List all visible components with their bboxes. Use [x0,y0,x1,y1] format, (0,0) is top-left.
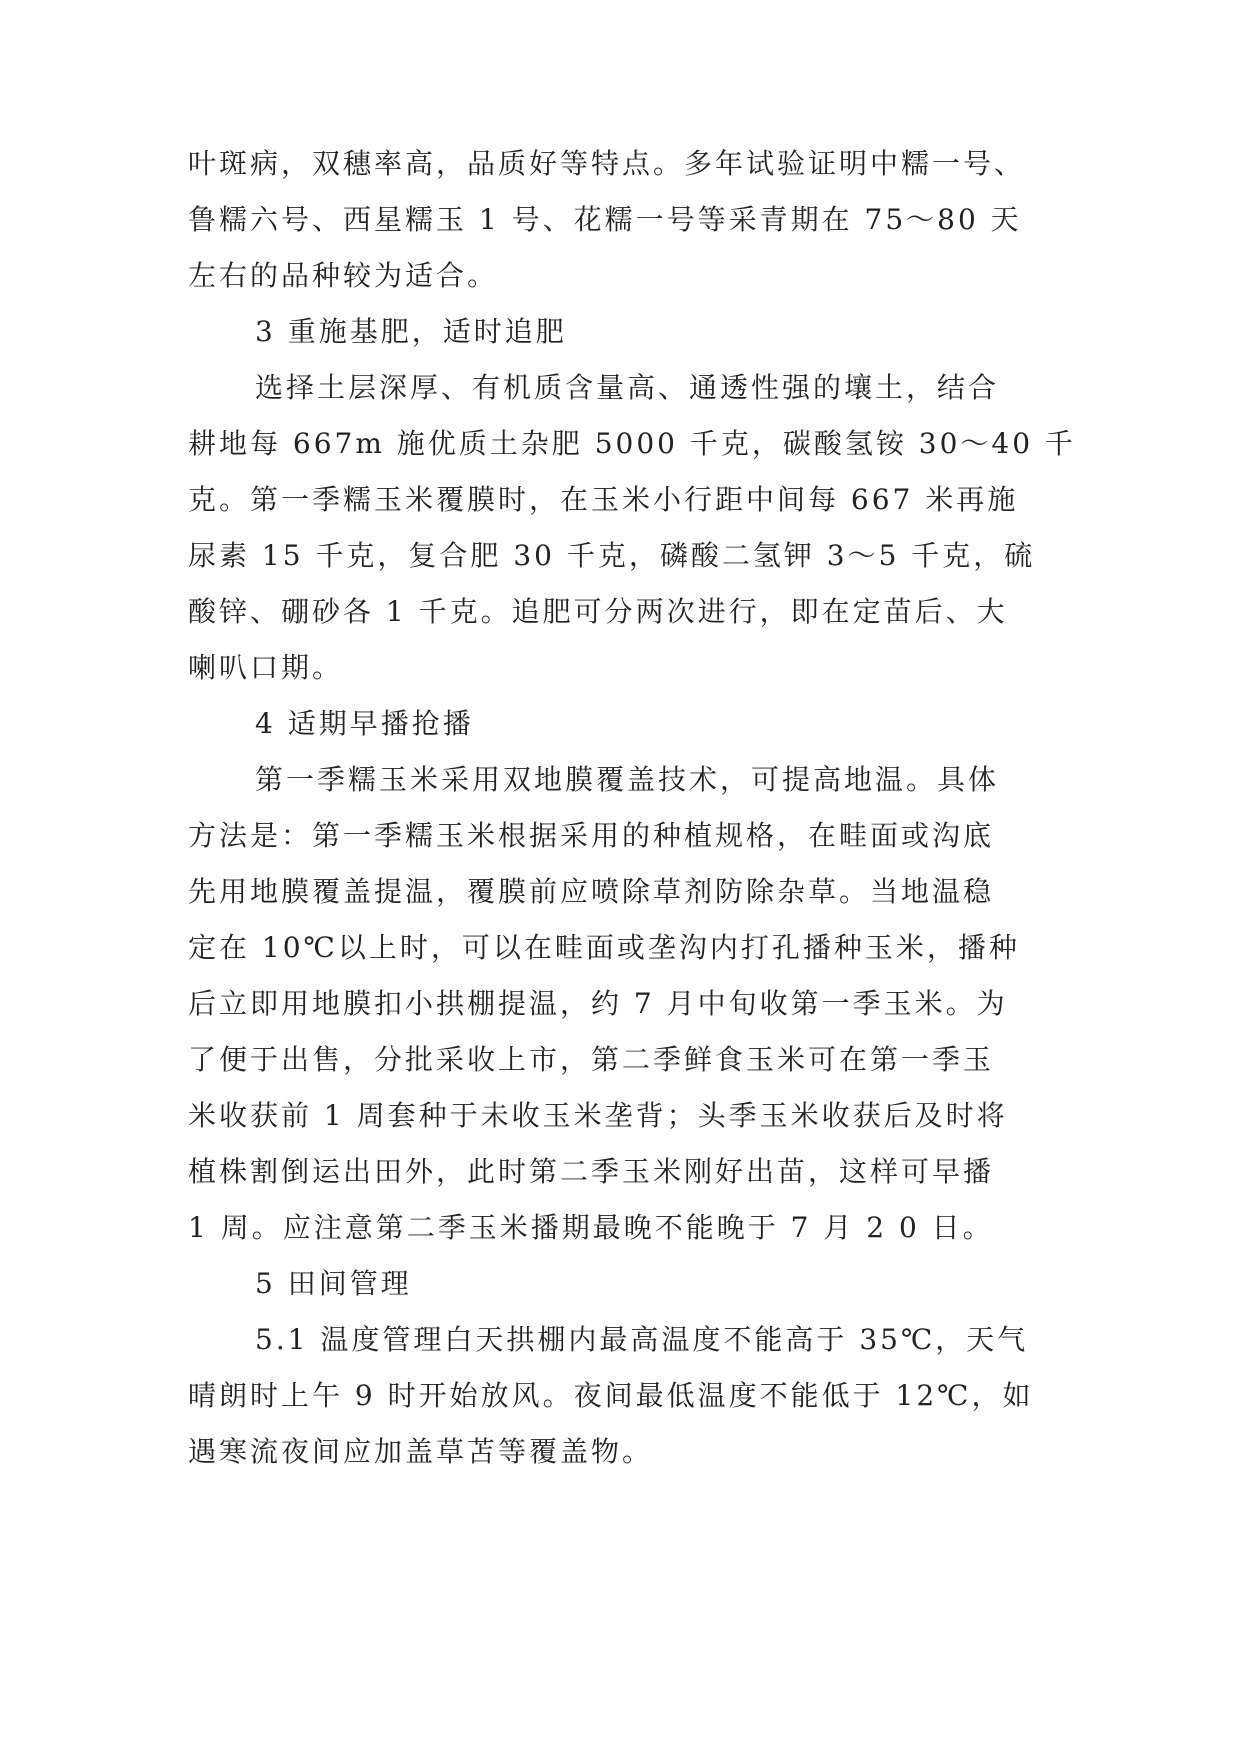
paragraph-line: 米收获前 1 周套种于未收玉米垄背；头季玉米收获后及时将 [188,1099,1008,1132]
paragraph-line: 鲁糯六号、西星糯玉 1 号、花糯一号等采青期在 75～80 天 [188,203,1022,236]
paragraph-line: 方法是：第一季糯玉米根据采用的种植规格，在畦面或沟底 [188,819,995,852]
paragraph-line: 先用地膜覆盖提温，覆膜前应喷除草剂防除杂草。当地温稳 [188,875,995,908]
paragraph-line: 选择土层深厚、有机质含量高、通透性强的壤土，结合 [255,371,1000,404]
paragraph-line: 遇寒流夜间应加盖草苫等覆盖物。 [188,1435,654,1468]
paragraph-line: 后立即用地膜扣小拱棚提温，约 7 月中旬收第一季玉米。为 [188,987,1008,1020]
section-heading: 4 适期早播抢播 [255,707,474,740]
paragraph-line: 耕地每 667m 施优质土杂肥 5000 千克，碳酸氢铵 30～40 千 [188,427,1076,460]
paragraph-line: 克。第一季糯玉米覆膜时，在玉米小行距中间每 667 米再施 [188,483,1019,516]
paragraph-line: 酸锌、硼砂各 1 千克。追肥可分两次进行，即在定苗后、大 [188,595,1008,628]
paragraph-line: 左右的品种较为适合。 [188,259,499,292]
section-heading: 5 田间管理 [255,1267,412,1300]
paragraph-line: 喇叭口期。 [188,651,344,684]
paragraph-line: 了便于出售，分批采收上市，第二季鲜食玉米可在第一季玉 [188,1043,995,1076]
paragraph-line: 植株割倒运出田外，此时第二季玉米刚好出苗，这样可早播 [188,1155,995,1188]
paragraph-line: 第一季糯玉米采用双地膜覆盖技术，可提高地温。具体 [255,763,1000,796]
paragraph-line: 晴朗时上午 9 时开始放风。夜间最低温度不能低于 12℃，如 [188,1379,1034,1412]
paragraph-line: 尿素 15 千克，复合肥 30 千克，磷酸二氢钾 3～5 千克，硫 [188,539,1036,572]
paragraph-line: 5.1 温度管理白天拱棚内最高温度不能高于 35℃，天气 [255,1323,1029,1356]
paragraph-line: 1 周。应注意第二季玉米播期最晚不能晚于 7 月 2 0 日。 [188,1211,994,1244]
paragraph-line: 定在 10℃以上时，可以在畦面或垄沟内打孔播种玉米，播种 [188,931,1020,964]
section-heading: 3 重施基肥，适时追肥 [255,315,567,348]
paragraph-line: 叶斑病，双穗率高，品质好等特点。多年试验证明中糯一号、 [188,147,1026,180]
